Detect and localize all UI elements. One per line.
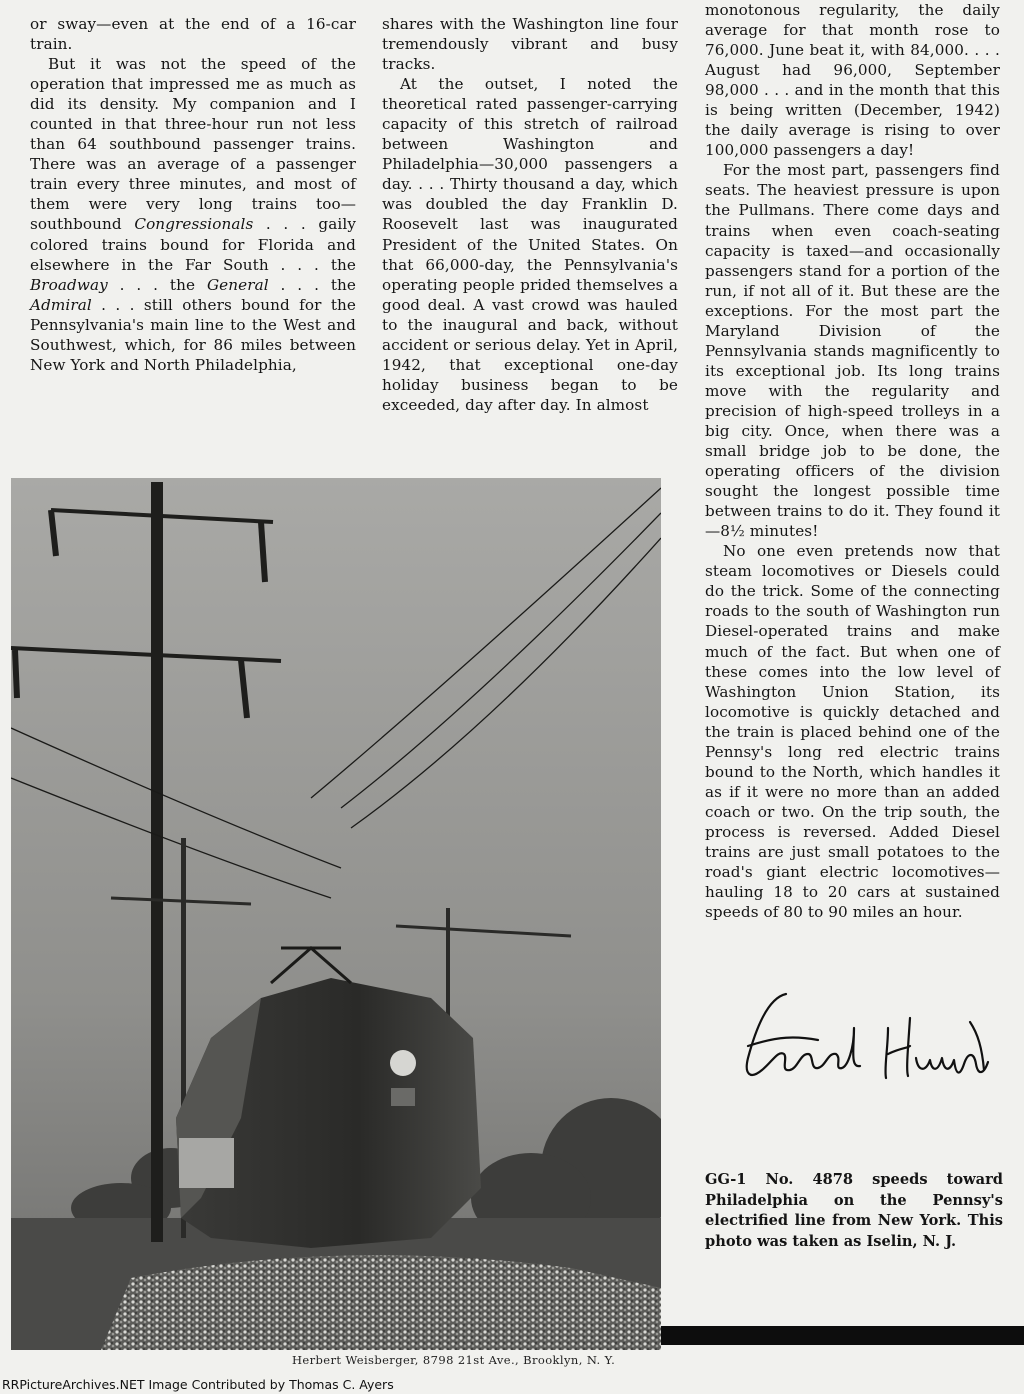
article-column-3 [705, 0, 1000, 922]
photo-credit: Herbert Weisberger, 8798 21st Ave., Brooklyn, N. Y. [292, 1353, 616, 1367]
paragraph: monotonous regularity, the daily average for that month rose to 76,000. June beat it, with 84,000. . . . August had 96,000, September 98,000 . . . and in the month that this is being written (December, 1942) the daily average is rising to over 100,000 passengers a day! [705, 1, 1000, 160]
paragraph: But it was not the speed of the operation that impressed me as much as did its density. My companion and I counted in that three-hour run not less than 64 southbound passenger trains. There was an average of a passenger train every three minutes, and most of them were very long trains too—southbound Congressionals . . . gaily colored trains bound for Florida and elsewhere in the Far South . . . the Broadway . . . the General . . . the Admiral . . . still others bound for the Pennsylvania's main line to the West and Southwest, which, for 86 miles between New York and North Philadelphia, [30, 55, 357, 374]
article-column-2 [382, 14, 678, 415]
paragraph: At the outset, I noted the theoretical rated passenger-carrying capacity of this stretch of railroad between Washington and Philadelphia—30,000 passengers a day. . . . Thirty thousand a day, which was doubled the day Franklin D. Roosevelt last was inaugurated President of the United States. On that 66,000-day, the Pennsylvania's operating people prided themselves a good deal. A vast crowd was hauled to the inaugural and back, without accident or serious delay. Yet in April, 1942, that exceptional one-day holiday business began to be exceeded, day after day. In almost [382, 75, 678, 414]
paragraph: For the most part, passengers find seats. The heaviest pressure is upon the Pullmans. There come days and trains when even coach-seating capacity is taxed—and occasionally passengers stand for a portion of the run, if not all of it. But these are the exceptions. For the most part the Maryland Division of the Pennsylvania stands magnificently to its exceptional job. Its long trains move with the regularity and precision of high-speed trolleys in a big city. Once, when there was a small bridge job to be done, the operating officers of the division sought the longest possible time between trains to do it. They found it—8½ minutes! [705, 161, 1000, 541]
paragraph: or sway—even at the end of a 16-car train. [30, 15, 356, 54]
black-rule [661, 1326, 1024, 1345]
photo-caption: GG-1 No. 4878 speeds toward Philadelphia on the Pennsy's electrified line from New York. This photo was taken as Iselin, N. J. [705, 1171, 1003, 1250]
author-signature [738, 988, 1000, 1098]
gg1-locomotive-photo [11, 478, 661, 1350]
article-column-1 [30, 14, 356, 375]
paragraph: No one even pretends now that steam locomotives or Diesels could do the trick. Some of the connecting roads to the south of Washington run Diesel-operated trains and make much of the fact. But when one of these comes into the low level of Washington Union Station, its locomotive is quickly detached and the train is placed behind one of the Pennsy's long red electric trains bound to the North, which handles it as if it were no more than an added coach or two. On the trip south, the process is reversed. Added Diesel trains are just small potatoes to the road's giant electric locomotives—hauling 18 to 20 cars at sustained speeds of 80 to 90 miles an hour. [705, 542, 1000, 922]
paragraph: shares with the Washington line four tremendously vibrant and busy tracks. [382, 15, 678, 74]
archive-footer: RRPictureArchives.NET Image Contributed by Thomas C. Ayers [2, 1377, 394, 1392]
